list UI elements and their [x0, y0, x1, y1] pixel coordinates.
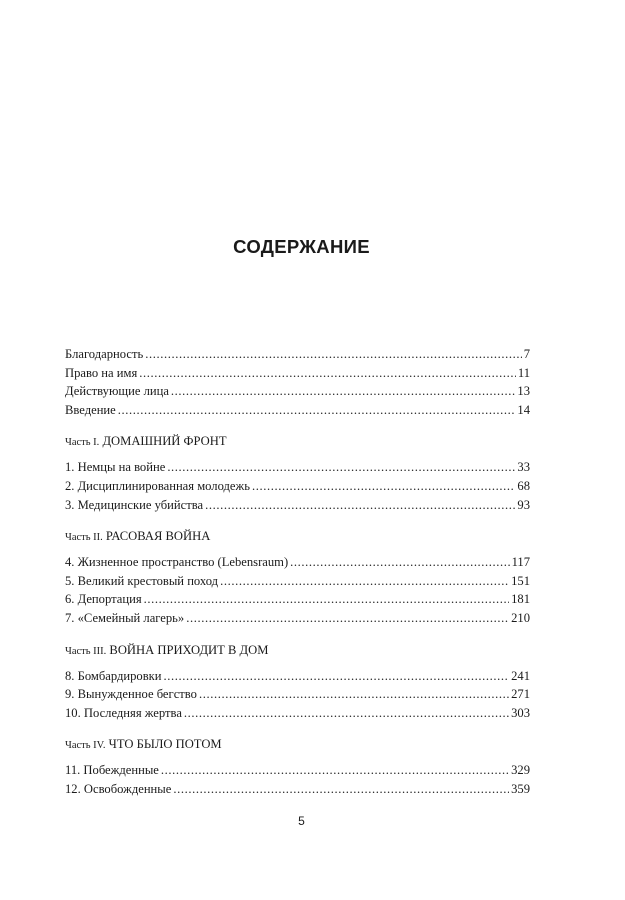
toc-entry-page: 68	[517, 478, 530, 493]
dot-leader	[186, 609, 509, 628]
toc-entry-label: 11. Побежденные	[65, 763, 159, 778]
toc-entry-page: 303	[511, 705, 530, 720]
toc-entry	[65, 345, 530, 364]
dot-leader	[171, 382, 515, 401]
dot-leader	[199, 685, 509, 704]
toc-entry-page: 93	[517, 497, 530, 512]
toc-entry-page: 7	[523, 347, 530, 361]
toc-entry-page: 210	[511, 610, 530, 625]
toc-entry-page: 13	[517, 384, 530, 399]
page-number: 5	[298, 814, 305, 828]
toc-entry	[65, 477, 530, 496]
toc-entry	[65, 364, 530, 383]
part-heading	[65, 641, 530, 659]
toc-entry-label: 12. Освобожденные	[65, 781, 172, 796]
front-matter-list	[65, 345, 530, 419]
part-title: ЧТО БЫЛО ПОТОМ	[108, 737, 222, 752]
dot-leader	[290, 553, 509, 572]
part-title: ДОМАШНИЙ ФРОНТ	[102, 434, 227, 449]
toc-entry-page: 33	[517, 460, 530, 475]
toc-entry-page: 241	[511, 668, 530, 683]
toc-entry-page: 14	[517, 402, 530, 417]
dot-leader	[173, 780, 509, 799]
toc-entry-label: 8. Бомбардировки	[65, 668, 162, 683]
part-label: Часть I.	[65, 437, 100, 449]
toc-entry-label: Право на имя	[65, 365, 138, 380]
part-title: ВОЙНА ПРИХОДИТ В ДОМ	[109, 642, 269, 657]
toc-entry	[65, 590, 530, 609]
dot-leader	[118, 401, 516, 420]
toc-entry-page: 359	[511, 781, 530, 796]
toc-entry	[65, 553, 530, 572]
dot-leader	[252, 477, 515, 496]
toc-entry-label: 3. Медицинские убийства	[65, 497, 204, 512]
toc-entry	[65, 685, 530, 704]
toc-entry	[65, 780, 530, 799]
dot-leader	[144, 590, 509, 609]
toc-entry-page: 271	[511, 687, 530, 702]
toc-entry	[65, 572, 530, 591]
toc-entry	[65, 382, 530, 401]
dot-leader	[220, 572, 509, 591]
toc-entry-label: Благодарность	[65, 347, 144, 361]
toc-entry-label: 6. Депортация	[65, 592, 142, 607]
dot-leader	[205, 496, 515, 515]
toc-entry-label: 7. «Семейный лагерь»	[65, 610, 185, 625]
part-heading	[65, 527, 530, 545]
dot-leader	[167, 458, 515, 477]
part-label: Часть III.	[65, 645, 107, 657]
toc-entry-page: 11	[517, 365, 530, 380]
toc-entry	[65, 667, 530, 686]
part-label: Часть II.	[65, 532, 103, 544]
dot-leader	[145, 345, 521, 364]
toc-entry	[65, 704, 530, 723]
toc-entry-label: 2. Дисциплинированная молодежь	[65, 478, 250, 493]
dot-leader	[164, 667, 510, 686]
table-of-contents	[65, 345, 530, 799]
dot-leader	[184, 704, 509, 723]
toc-entry-label: 10. Последняя жертва	[65, 705, 182, 720]
part-heading	[65, 432, 530, 450]
toc-entry-label: 1. Немцы на войне	[65, 460, 166, 475]
toc-entry	[65, 496, 530, 515]
toc-entry-label: 4. Жизненное пространство (Lebensraum)	[65, 555, 289, 570]
toc-entry-page: 329	[511, 763, 530, 778]
toc-entry-label: Введение	[65, 402, 116, 417]
part-heading	[65, 735, 530, 753]
toc-entry-page: 151	[511, 573, 530, 588]
toc-entry-page: 181	[511, 592, 530, 607]
page-title: СОДЕРЖАНИЕ	[233, 236, 370, 257]
toc-entry	[65, 401, 530, 420]
part-label: Часть IV.	[65, 740, 106, 752]
toc-entry	[65, 609, 530, 628]
toc-entry-label: 9. Вынужденное бегство	[65, 687, 197, 702]
toc-entry	[65, 761, 530, 780]
toc-entry	[65, 458, 530, 477]
toc-entry-label: 5. Великий крестовый поход	[65, 573, 219, 588]
toc-entry-label: Действующие лица	[65, 384, 169, 399]
toc-entry-page: 117	[511, 555, 530, 570]
dot-leader	[139, 364, 516, 383]
part-title: РАСОВАЯ ВОЙНА	[105, 529, 211, 544]
dot-leader	[161, 761, 509, 780]
